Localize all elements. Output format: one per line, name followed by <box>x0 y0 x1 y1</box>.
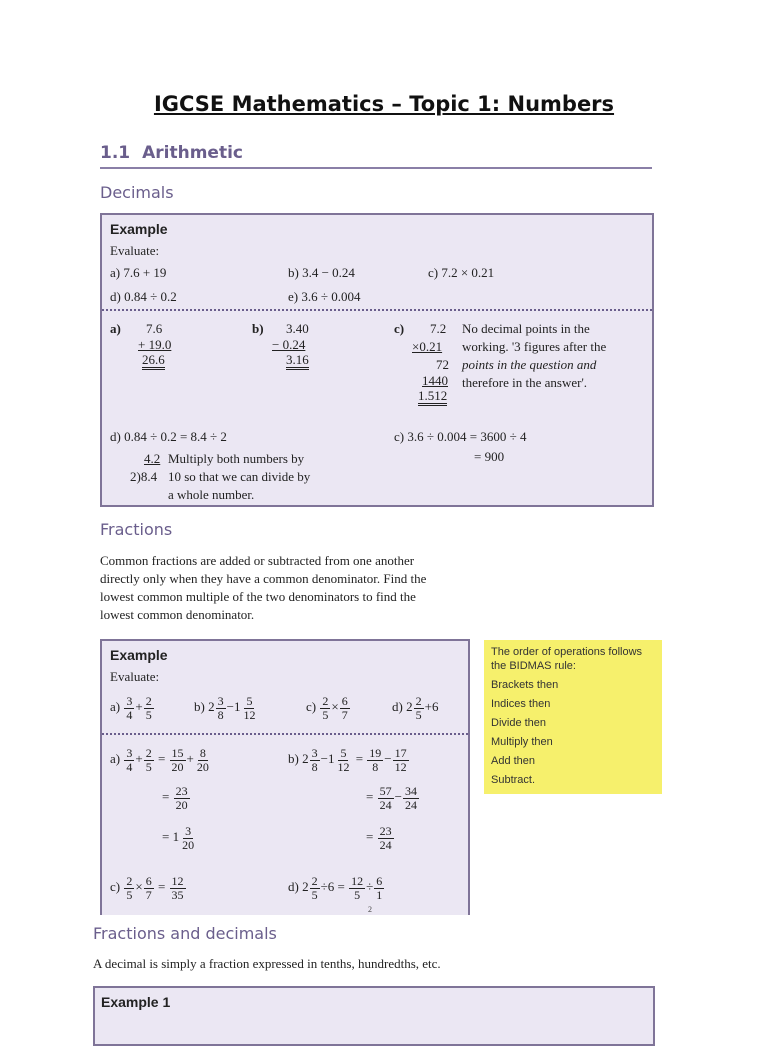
frac-sol-a-line1: a) $\frac{3}{4}$ + $\frac{2}{5}$ = $\frac{15}{20}$ + $\frac{8}{20}$ <box>110 745 209 774</box>
example-label: Example <box>110 647 168 663</box>
sol-d-note-2: 10 so that we can divide by <box>168 469 311 484</box>
frac-sol-c: c) $\frac{2}{5}$ × $\frac{6}{7}$ = $\frac{12}{35}$ <box>110 873 184 902</box>
bidmas-note <box>484 640 662 794</box>
bidmas-title: The order of operations follows the BIDMAS rule: <box>491 646 643 672</box>
bidmas-item: Multiply then <box>491 736 553 748</box>
sol-b-line2: − 0.24 <box>272 337 306 352</box>
sol-e-line1: c) 3.6 ÷ 0.004 = 3600 ÷ 4 <box>394 429 527 444</box>
frac-question-a: a) $\frac{3}{4}$ + $\frac{2}{5}$ <box>110 693 152 722</box>
divider <box>102 733 468 735</box>
sol-d-division: 2)8.4 <box>130 469 158 484</box>
evaluate-label: Evaluate: <box>110 669 160 684</box>
fractions-decimals-heading: Fractions and decimals <box>93 924 277 943</box>
sol-c-line1: 7.2 <box>430 321 447 336</box>
para-line: Common fractions are added or subtracted from one another <box>100 553 415 568</box>
example-label: Example <box>110 221 168 237</box>
bidmas-item: Brackets then <box>491 679 559 691</box>
sol-a-line2: + 19.0 <box>138 337 172 352</box>
sol-c-line2: ×0.21 <box>412 339 443 354</box>
sol-e-line2: = 900 <box>474 449 505 464</box>
sol-c-note-1: No decimal points in the <box>462 321 590 336</box>
sol-c-note-3: points in the question and <box>462 357 597 372</box>
question-a: a) 7.6 + 19 <box>110 265 167 280</box>
section-number: 1.1 <box>100 143 131 163</box>
decimals-heading: Decimals <box>100 183 174 202</box>
sol-c-label: c) <box>394 321 405 336</box>
sol-d-note-1: Multiply both numbers by <box>168 451 305 466</box>
section-title: Arithmetic <box>142 143 243 163</box>
sol-a-result: 26.6 <box>142 353 165 370</box>
sol-d-note-3: a whole number. <box>168 487 255 502</box>
frac-sol-a-line3: = 1 $\frac{3}{20}$ <box>162 823 195 852</box>
fractions-example-box <box>100 639 470 915</box>
divider <box>102 309 652 311</box>
bidmas-item: Indices then <box>491 698 551 710</box>
sol-d-quotient: 4.2 <box>144 451 161 466</box>
fractions-paragraph <box>100 552 426 624</box>
frac-sol-b-line1: b) 2 $\frac{3}{8}$ −1 $\frac{5}{12}$ = $\frac{19}{8}$ − $\frac{17}{12}$ <box>288 745 407 774</box>
sol-a-line1: 7.6 <box>146 321 163 336</box>
bidmas-item: Divide then <box>491 717 547 729</box>
page-number: 2 <box>368 905 372 914</box>
example1-label: Example 1 <box>101 994 171 1010</box>
example1-box <box>93 986 655 1046</box>
sol-b-line1: 3.40 <box>286 321 309 336</box>
bidmas-item: Subtract. <box>491 774 536 786</box>
question-e: e) 3.6 ÷ 0.004 <box>288 289 361 304</box>
evaluate-label: Evaluate: <box>110 243 160 258</box>
section-heading <box>100 143 652 169</box>
frac-question-b: b) 2 $\frac{3}{8}$ −1 $\frac{5}{12}$ <box>194 693 256 722</box>
frac-sol-b-line2: = $\frac{57}{24}$ − $\frac{34}{24}$ <box>366 783 417 812</box>
sol-a-label: a) <box>110 321 121 336</box>
sol-c-line4: 1440 <box>422 373 448 388</box>
bidmas-item: Add then <box>491 755 536 767</box>
para-line: lowest common multiple of the two denominators to find the <box>100 589 416 604</box>
question-d: d) 0.84 ÷ 0.2 <box>110 289 177 304</box>
decimals-example-box <box>100 213 654 507</box>
sol-b-result: 3.16 <box>286 353 309 370</box>
question-b: b) 3.4 − 0.24 <box>288 265 355 280</box>
sol-c-line3: 72 <box>436 357 449 372</box>
frac-question-d: d) 2 $\frac{2}{5}$ +6 <box>392 693 439 722</box>
frac-sol-b-line3: = $\frac{23}{24}$ <box>366 823 392 852</box>
question-c: c) 7.2 × 0.21 <box>428 265 495 280</box>
sol-d-line: d) 0.84 ÷ 0.2 = 8.4 ÷ 2 <box>110 429 227 444</box>
sol-c-result: 1.512 <box>418 389 447 406</box>
fractions-heading: Fractions <box>100 520 173 539</box>
frac-sol-a-line2: = $\frac{23}{20}$ <box>162 783 188 812</box>
page-title: IGCSE Mathematics – Topic 1: Numbers <box>153 92 615 116</box>
para-line: lowest common denominator. <box>100 607 255 622</box>
sol-c-note-2: working. '3 figures after the <box>462 339 607 354</box>
frac-question-c: c) $\frac{2}{5}$ × $\frac{6}{7}$ <box>306 693 348 722</box>
para-line: directly only when they have a common denominator. Find the <box>100 571 427 586</box>
frac-sol-d: d) 2 $\frac{2}{5}$ ÷6 = $\frac{12}{5}$ ÷ $\frac{6}{1}$ <box>288 873 383 902</box>
sol-c-note-4: therefore in the answer'. <box>462 375 588 390</box>
fractions-decimals-paragraph: A decimal is simply a fraction expressed in tenths, hundredths, etc. <box>93 956 441 971</box>
sol-b-label: b) <box>252 321 264 336</box>
